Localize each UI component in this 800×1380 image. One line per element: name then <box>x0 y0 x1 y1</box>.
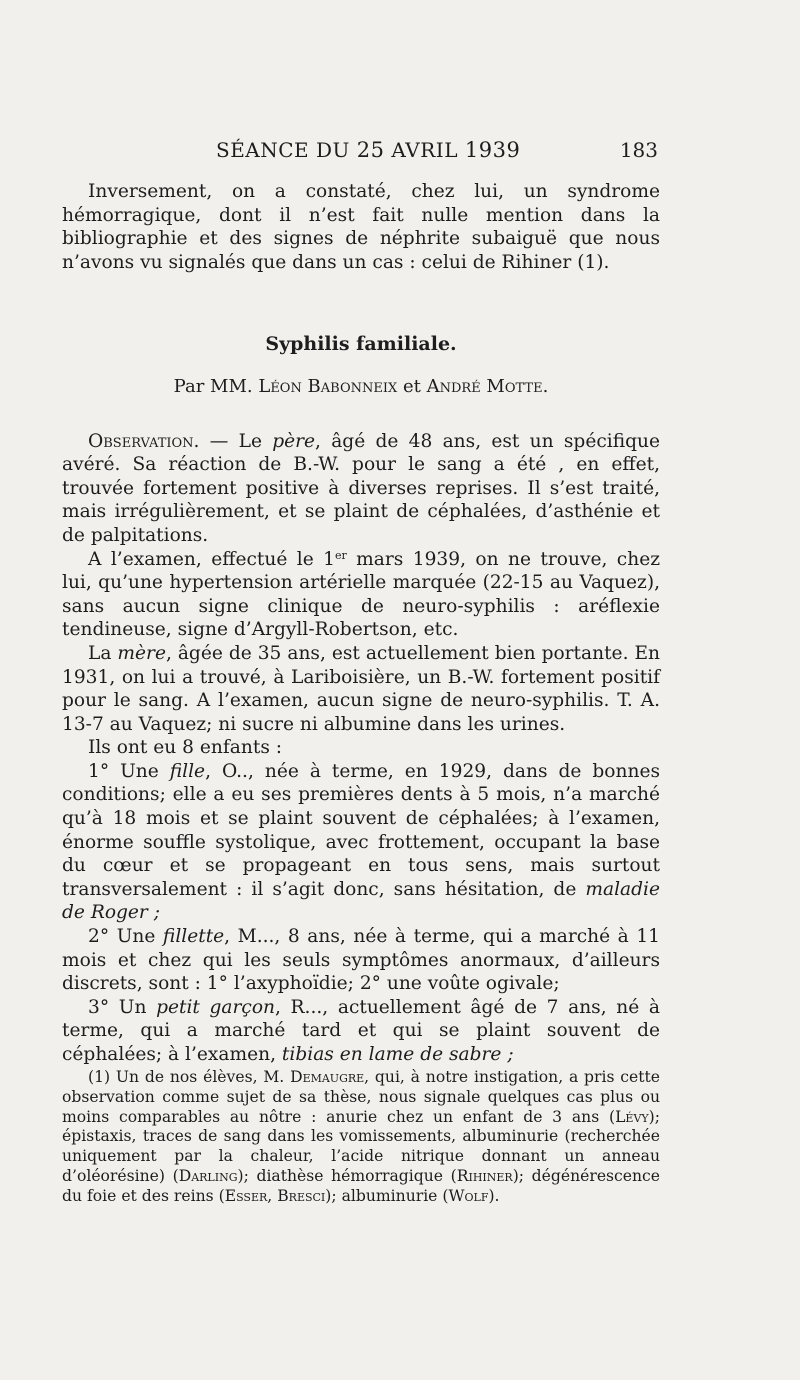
name-darling: Darling <box>178 1166 238 1185</box>
article-authors <box>62 375 660 399</box>
running-head-seance: SÉANCE DU <box>216 138 350 162</box>
paragraph-examen-pere <box>62 548 660 642</box>
paragraph-enfant-1 <box>62 760 660 925</box>
text-run: , âgée de 35 ans, est actuellement bien portante. En 1931, on lui a trouvé, à Lariboisière, un B.-W. fortement positif pour le sang. A l’examen, aucun signe de neuro-syphilis. T. A. 13-7 au Vaquez; ni sucre ni albumine dans les urines. <box>62 642 661 735</box>
text-run: 2° Une <box>88 926 163 948</box>
text-run: , âgé de 48 ans, est un spécifique avéré. Sa réaction de B.-W. pour le sang a été , en effet, trouvée fortement positive à diverses reprises. Il s’est traité, mais irrégulièrement, et se plaint de céphalées, d’asthénie et de palpitations. <box>62 430 660 546</box>
main-text <box>62 180 660 1067</box>
name-esser: Esser <box>224 1186 268 1205</box>
text-run: mars 1939, on ne trouve, chez lui, qu’une hypertension artérielle marquée (22-15 au Vaquez), sans aucun signe clinique de neuro-syphilis : aréflexie tendineuse, signe d’Argyll-Robertson, etc. <box>62 548 660 641</box>
text-run: ); épistaxis, traces de sang dans les vomissements, albuminurie (recherchée uniquement par la chaleur, l’acide nitrique donnant un anneau d’oléorésine) ( <box>62 1107 660 1185</box>
footnote-block <box>62 1068 660 1207</box>
running-head-year: 1939 <box>464 138 521 162</box>
paragraph-observation <box>62 430 660 548</box>
text-run: La <box>88 642 118 664</box>
italic-mere: mère <box>117 642 166 664</box>
text-run: ). <box>488 1186 500 1205</box>
italic-maladie-de-roger: maladie de Roger ; <box>62 878 660 924</box>
text-run: , R..., actuellement âgé de 7 ans, né à terme, qui a marché tard et qui se plaint souvent de céphalées; à l’examen, <box>62 996 661 1065</box>
text-run: ); dégénérescence du foie et des reins ( <box>62 1166 661 1205</box>
text-run: (1) Un de nos élèves, M. <box>88 1068 291 1086</box>
authors-and: et <box>403 375 421 397</box>
name-bresci: Bresci <box>277 1186 326 1205</box>
name-wolf: Wolf <box>448 1186 489 1205</box>
name-rihiner: Rihiner <box>456 1166 513 1185</box>
italic-tibias: tibias en lame de sabre ; <box>281 1044 514 1065</box>
author-motte: André Motte <box>426 375 543 397</box>
running-head <box>216 138 520 162</box>
paragraph-enfant-3 <box>62 996 660 1067</box>
paragraph-mere <box>62 642 660 736</box>
text-run: , M..., 8 ans, née à terme, qui a marché à 11 mois et chez qui les seuls symptômes anormaux, d’ailleurs discrets, sont : 1° l’axyphoïdie; 2° une voûte ogivale; <box>62 926 660 995</box>
italic-petit-garcon: petit garçon <box>156 996 275 1018</box>
running-head-day: 25 <box>356 138 385 162</box>
running-head-month: AVRIL <box>391 138 458 162</box>
observation-label: Observation. <box>88 430 200 452</box>
italic-fillette: fillette <box>162 926 225 948</box>
authors-suffix: . <box>542 375 549 397</box>
page-header <box>216 138 658 166</box>
text-run: ); albuminurie ( <box>325 1186 449 1205</box>
text-run: ); diathèse hémorragique ( <box>237 1166 457 1185</box>
name-levy: Lévy <box>615 1107 649 1126</box>
authors-prefix: Par MM. <box>173 375 253 397</box>
paragraph-enfants: Ils ont eu 8 enfants : <box>88 737 283 759</box>
text-run: , <box>267 1186 278 1205</box>
article-title: Syphilis familiale. <box>265 333 457 356</box>
intro-paragraph: Inversement, on a constaté, chez lui, un syndrome hémorragique, dont il n’est fait nulle mention dans la bibliographie et des signes de néphrite subaiguë que nous n’avons vu signalés que dans un cas : celui de Rihiner (1). <box>62 181 660 273</box>
italic-pere: père <box>272 430 316 452</box>
text-run: , O.., née à terme, en 1929, dans de bonnes conditions; elle a eu ses premières dents à 5 mois, n’a marché qu’à 18 mois et se plaint souvent de céphalées; à l’examen, énorme souffle systolique, avec frottement, occupant la base du cœur et se propageant en tous sens, mais surtout transversalement : il s’agit donc, sans hésitation, de <box>62 760 660 900</box>
author-babonneix: Léon Babonneix <box>258 375 398 397</box>
italic-fille: fille <box>169 760 206 782</box>
paragraph-enfant-2 <box>62 925 660 996</box>
text-run: , qui, à notre instigation, a pris cette observation comme sujet de sa thèse, nous signale quelques cas plus ou moins comparables au nôtre : anurie chez un enfant de 3 ans ( <box>62 1068 660 1126</box>
superscript-er: er <box>334 548 347 562</box>
name-demaugre: Demaugre <box>290 1068 365 1086</box>
text-run: A l’examen, effectué le 1 <box>88 548 335 570</box>
text-run: — Le <box>199 430 273 452</box>
footnote-1 <box>62 1068 660 1207</box>
text-run: 3° Un <box>88 996 157 1018</box>
text-run: 1° Une <box>88 760 170 782</box>
page-number: 183 <box>619 138 658 162</box>
